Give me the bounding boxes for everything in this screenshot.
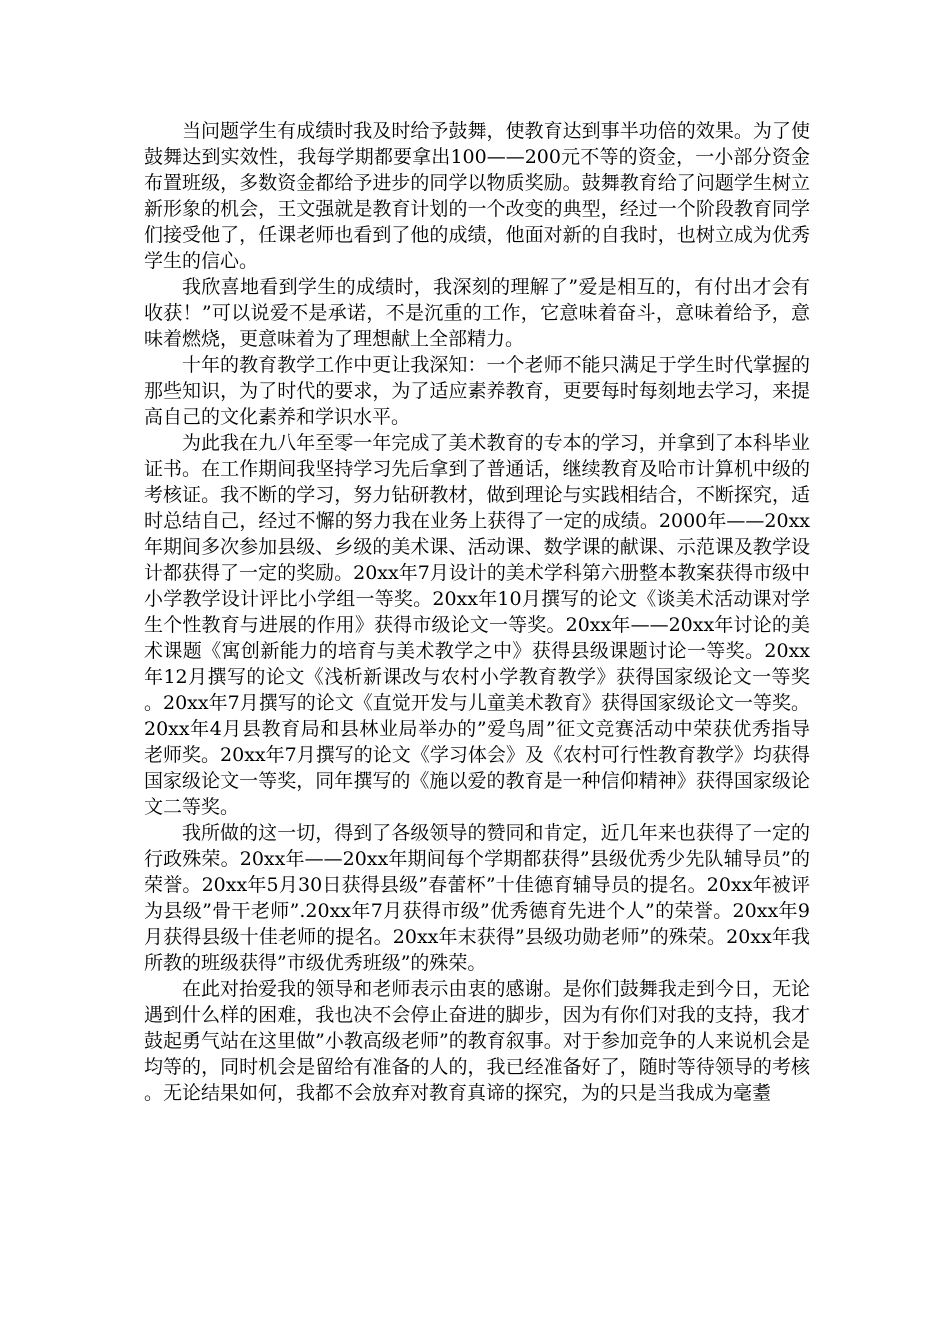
paragraph-6: 在此对抬爱我的领导和老师表示由衷的感谢。是你们鼓舞我走到今日，无论遇到什么样的困难，我也决不会停止奋进的脚步，因为有你们对我的支持，我才鼓起勇气站在这里做”小教高级老师”的教育叙事。对于参加竞争的人来说机会是均等的，同时机会是留给有准备的人的，我已经准备好了，随时等待领导的考核。无论结果如何，我都不会放弃对教育真谛的探究，为的只是当我成为毫耋 — [144, 978, 810, 1104]
paragraph-1: 当问题学生有成绩时我及时给予鼓舞，使教育达到事半功倍的效果。为了使鼓舞达到实效性，我每学期都要拿出100——200元不等的资金，一小部分资金布置班级，多数资金都给予进步的同学以物质奖励。鼓舞教育给了问题学生树立新形象的机会，王文强就是教育计划的一个改变的典型，经过一个阶段教育同学们接受他了，任课老师也看到了他的成绩，他面对新的自我时，也树立成为优秀学生的信心。 — [144, 120, 810, 272]
paragraph-3: 十年的教育教学工作中更让我深知：一个老师不能只满足于学生时代掌握的那些知识，为了时代的要求，为了适应素养教育，更要每时每刻地去学习，来提高自己的文化素养和学识水平。 — [144, 354, 810, 428]
paragraph-2: 我欣喜地看到学生的成绩时，我深刻的理解了”爱是相互的，有付出才会有收获！”可以说爱不是承诺，不是沉重的工作，它意味着奋斗，意味着给予，意味着燃烧，更意味着为了理想献上全部精力。 — [144, 276, 810, 350]
paragraph-4: 为此我在九八年至零一年完成了美术教育的专本的学习，并拿到了本科毕业证书。在工作期间我坚持学习先后拿到了普通话，继续教育及哈市计算机中级的考核证。我不断的学习，努力钻研教材，做到理论与实践相结合，不断探究，适时总结自己，经过不懈的努力我在业务上获得了一定的成绩。2000年——20xx年期间多次参加县级、乡级的美术课、活动课、数学课的献课、示范课及教学设计都获得了一定的奖励。20xx年7月设计的美术学科第六册整本教案获得市级中小学教学设计评比小学组一等奖。20xx年10月撰写的论文《谈美术活动课对学生个性教育与进展的作用》获得市级论文一等奖。20xx年——20xx年讨论的美术课题《寓创新能力的培育与美术教学之中》获得县级课题讨论一等奖。20xx年12月撰写的论文《浅析新课改与农村小学教育教学》获得国家级论文一等奖。20xx年7月撰写的论文《直觉开发与儿童美术教育》获得国家级论文一等奖。20xx年4月县教育局和县林业局举办的”爱鸟周”征文竞赛活动中荣获优秀指导老师奖。20xx年7月撰写的论文《学习体会》及《农村可行性教育教学》均获得国家级论文一等奖，同年撰写的《施以爱的教育是一种信仰精神》获得国家级论文二等奖。 — [144, 432, 810, 818]
document-body — [144, 118, 810, 1106]
paragraph-5: 我所做的这一切，得到了各级领导的赞同和肯定，近几年来也获得了一定的行政殊荣。20xx年——20xx年期间每个学期都获得”县级优秀少先队辅导员”的荣誉。20xx年5月30日获得县级”春蕾杯”十佳德育辅导员的提名。20xx年被评为县级”骨干老师”.20xx年7月获得市级”优秀德育先进个人”的荣誉。20xx年9月获得县级十佳老师的提名。20xx年末获得”县级功勋老师”的殊荣。20xx年我所教的班级获得”市级优秀班级”的殊荣。 — [144, 822, 810, 974]
